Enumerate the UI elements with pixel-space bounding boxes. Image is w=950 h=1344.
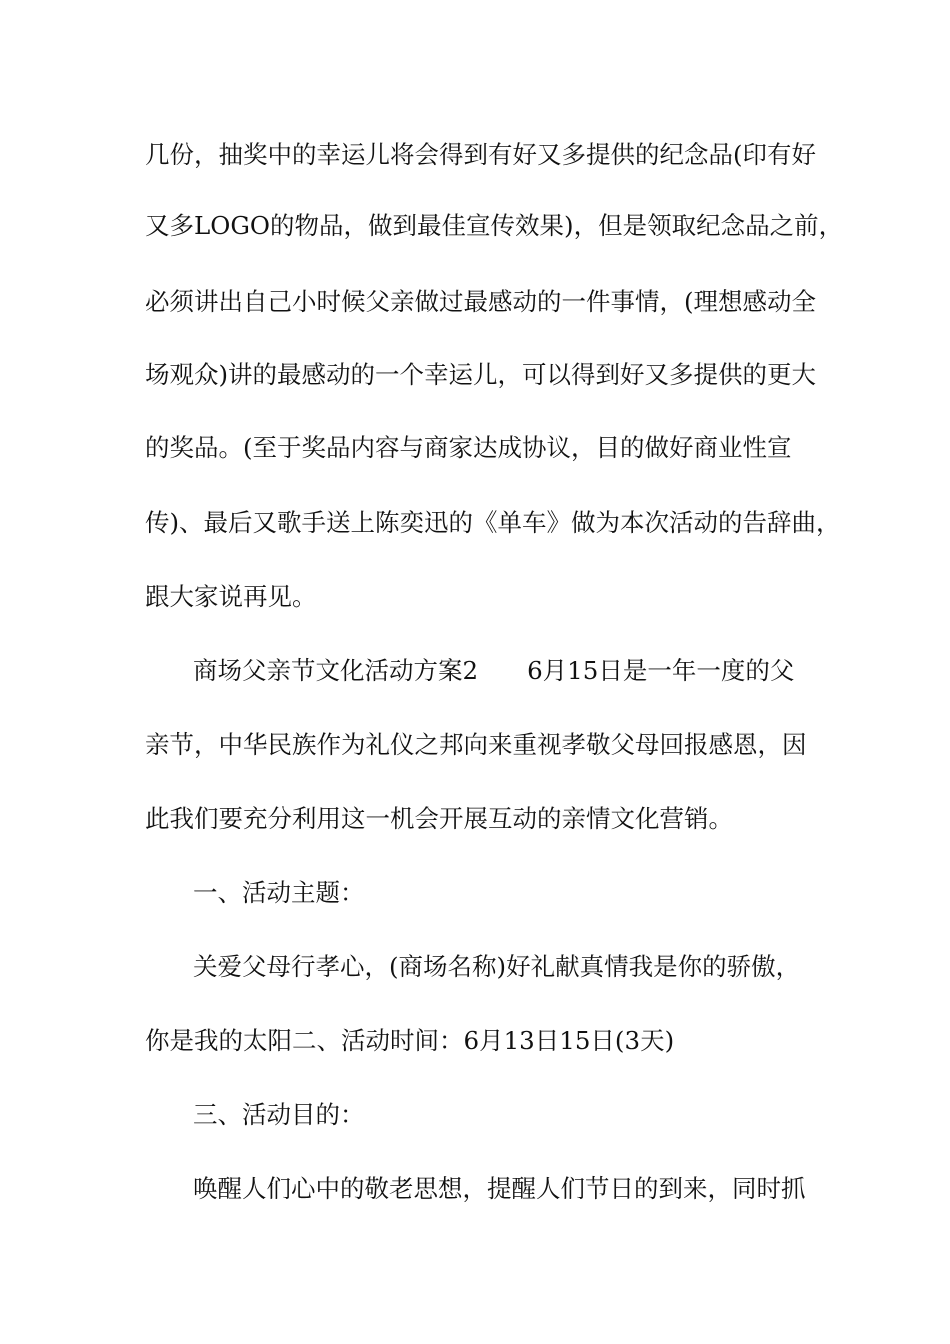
section-heading-line: 商场父亲节文化活动方案2 6月15日是一年一度的父 <box>193 656 795 685</box>
body-text-line: 的奖品。(至于奖品内容与商家达成协议，目的做好商业性宣 <box>145 433 792 462</box>
body-text-line: 关爱父母行孝心，(商场名称)好礼献真情我是你的骄傲， <box>193 952 801 981</box>
body-text-line: 跟大家说再见。 <box>145 582 317 611</box>
section-heading-theme: 一、活动主题： <box>193 878 365 907</box>
body-text-line: 传)、最后又歌手送上陈奕迅的《单车》做为本次活动的告辞曲， <box>145 508 841 537</box>
body-text-line: 又多LOGO的物品，做到最佳宣传效果)，但是领取纪念品之前， <box>145 211 844 240</box>
body-text-line: 场观众)讲的最感动的一个幸运儿，可以得到好又多提供的更大 <box>145 360 817 389</box>
body-text-line: 你是我的太阳二、活动时间：6月13日15日(3天) <box>145 1026 675 1055</box>
body-text-line: 唤醒人们心中的敬老思想，提醒人们节日的到来，同时抓 <box>193 1174 806 1203</box>
section-heading-purpose: 三、活动目的： <box>193 1100 365 1129</box>
body-text-line: 亲节，中华民族作为礼仪之邦向来重视孝敬父母回报感恩，因 <box>145 730 807 759</box>
body-text-line: 几份，抽奖中的幸运儿将会得到有好又多提供的纪念品(印有好 <box>145 140 817 169</box>
body-text-line: 此我们要充分利用这一机会开展互动的亲情文化营销。 <box>145 804 733 833</box>
body-text-line: 必须讲出自己小时候父亲做过最感动的一件事情，(理想感动全 <box>145 287 817 316</box>
